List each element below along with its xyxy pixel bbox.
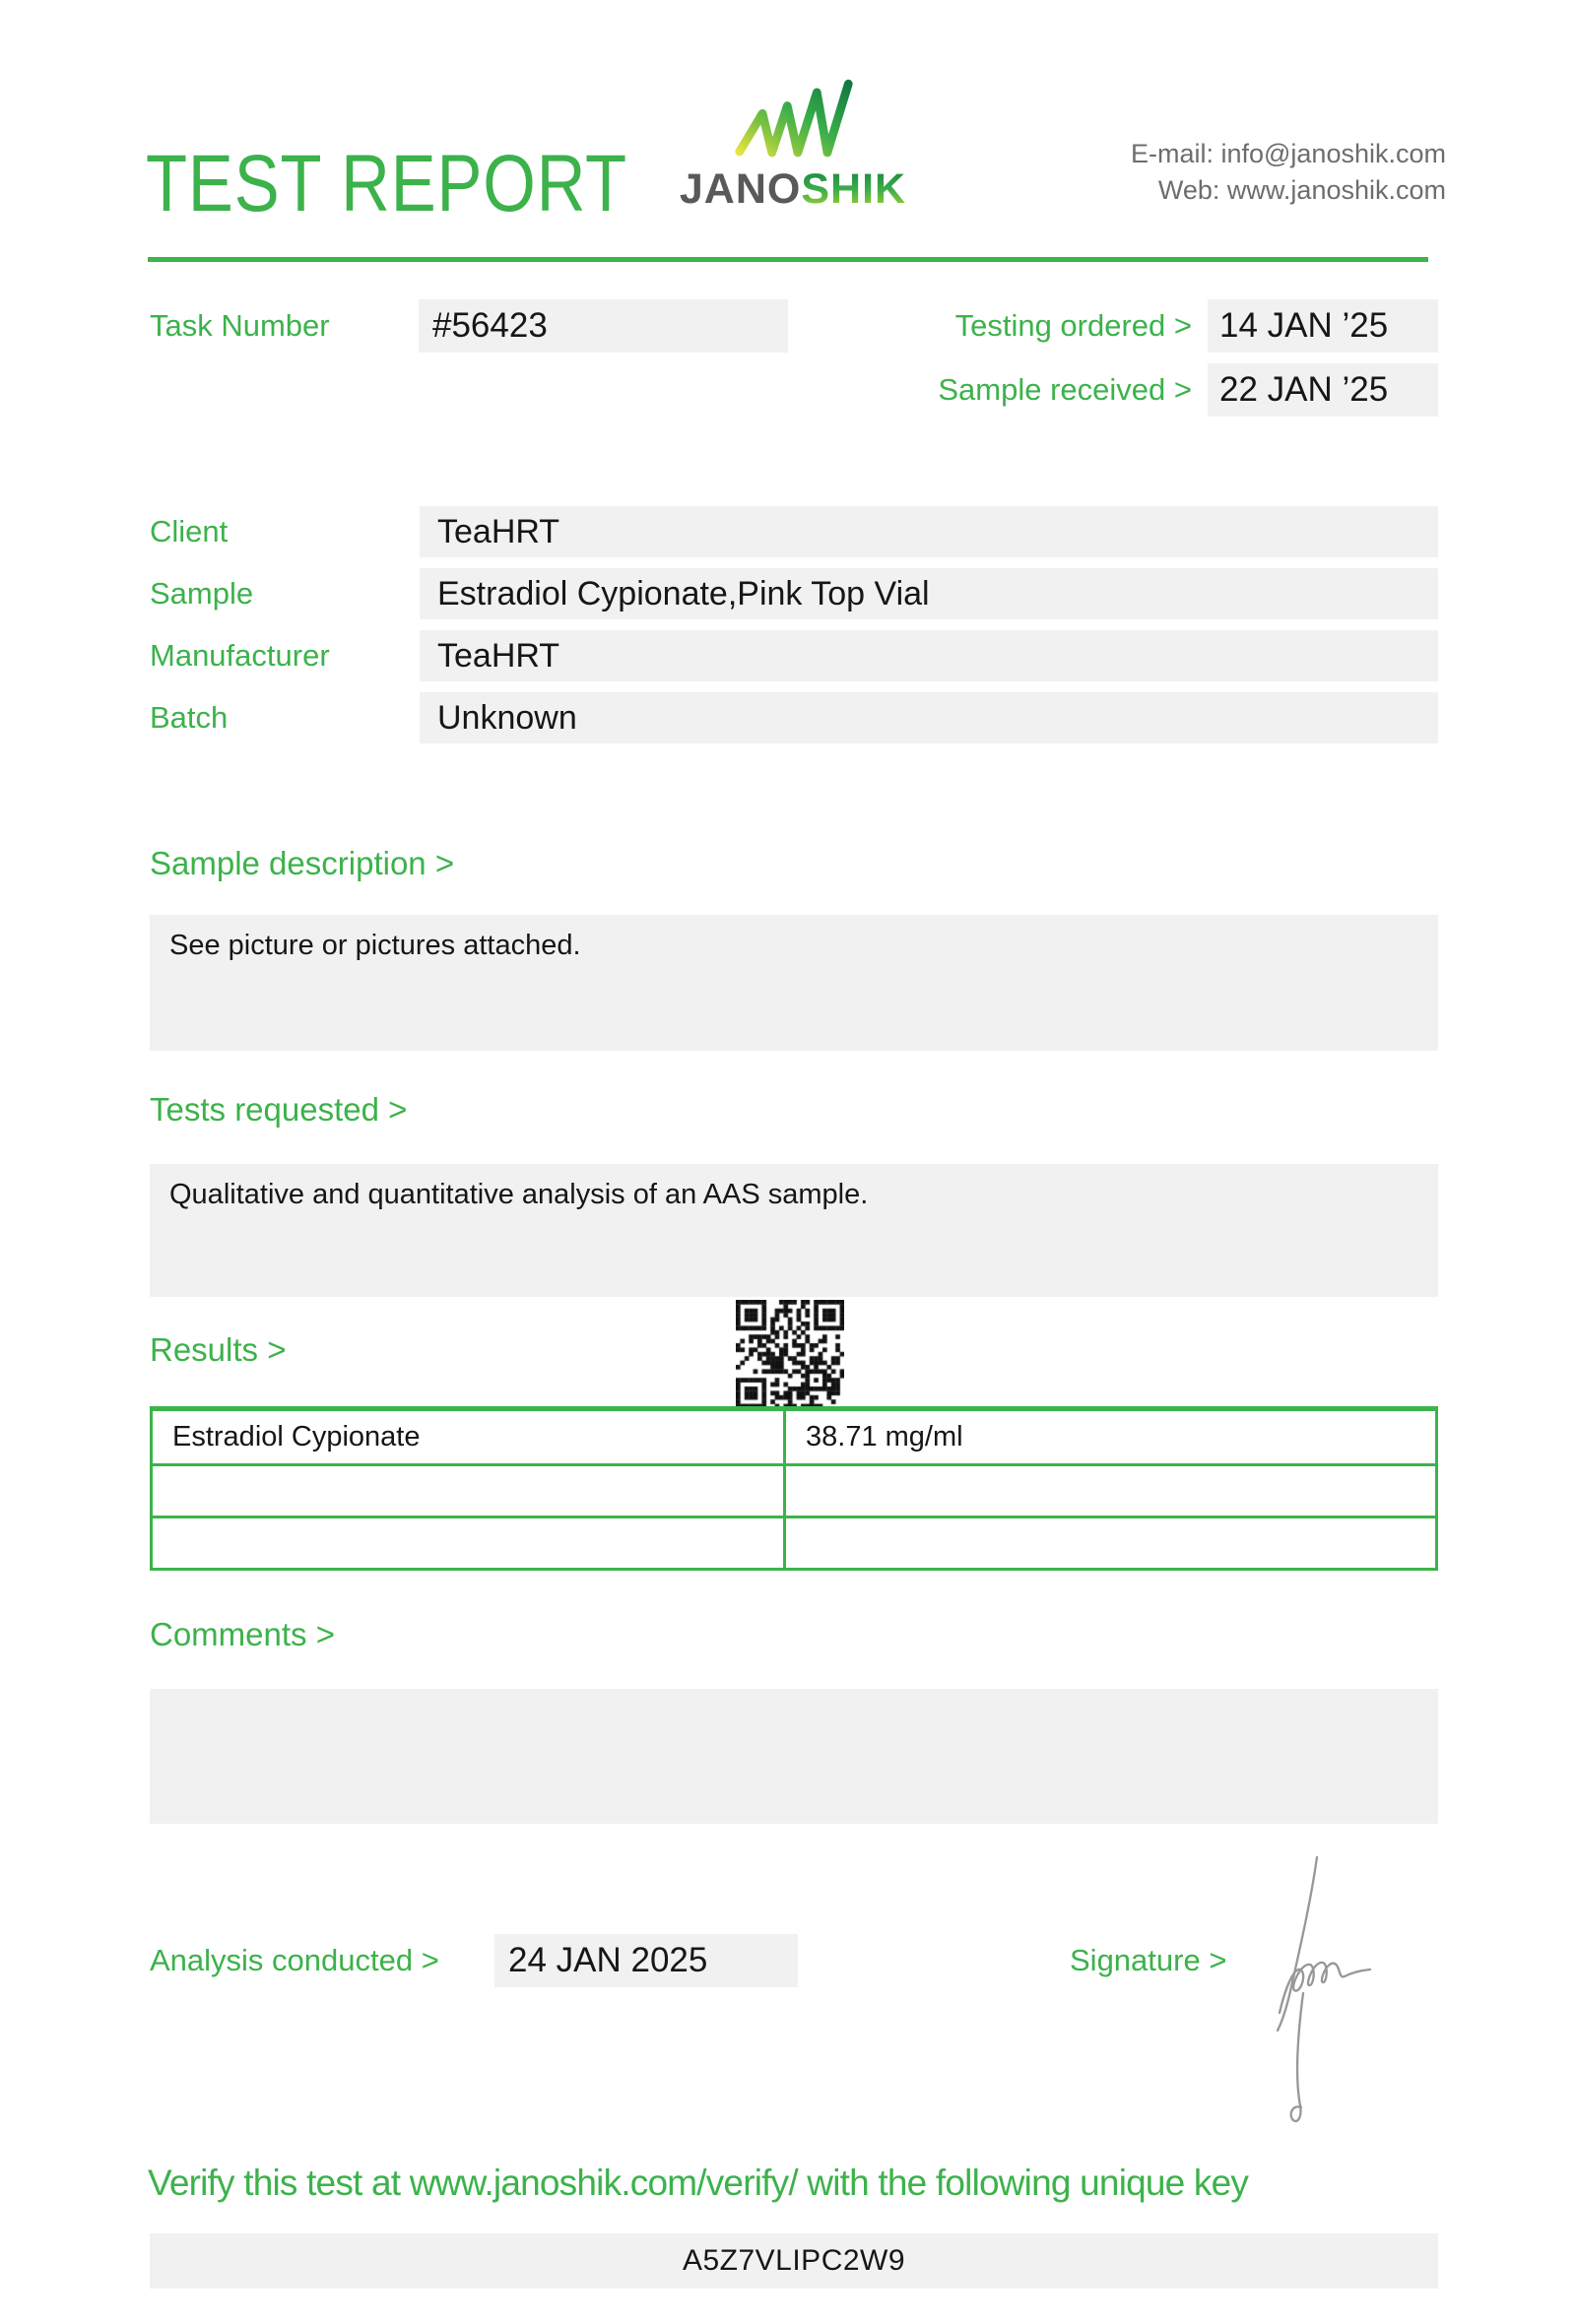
signature-label: Signature > — [1070, 1943, 1227, 1977]
client-field — [420, 506, 1438, 557]
sample-description-box — [150, 915, 1438, 1051]
batch-label: Batch — [150, 700, 229, 735]
task-number-field — [419, 299, 788, 353]
tests-requested-text: Qualitative and quantitative analysis of an AAS sample. — [169, 1179, 869, 1210]
sample-label: Sample — [150, 576, 254, 611]
sample-field — [420, 568, 1438, 619]
manufacturer-label: Manufacturer — [150, 638, 330, 673]
results-row — [153, 1411, 1435, 1463]
header-divider — [148, 257, 1428, 262]
sample-received-field — [1208, 363, 1438, 417]
testing-ordered-value: 14 JAN ’25 — [1219, 306, 1389, 345]
results-row — [153, 1516, 1435, 1568]
results-row — [153, 1463, 1435, 1516]
testing-ordered-field — [1208, 299, 1438, 353]
verify-instruction: Verify this test at www.janoshik.com/verify/ with the following unique key — [148, 2163, 1249, 2203]
batch-field — [420, 692, 1438, 743]
tests-requested-heading: Tests requested > — [150, 1091, 408, 1128]
page-title: TEST REPORT — [146, 139, 627, 228]
contact-web: Web: www.janoshik.com — [1157, 175, 1446, 205]
batch-value: Unknown — [437, 699, 577, 737]
signature-image — [1264, 1845, 1387, 2133]
sample-description-heading: Sample description > — [150, 845, 455, 881]
manufacturer-field — [420, 630, 1438, 681]
result-analyte — [153, 1466, 786, 1516]
client-label: Client — [150, 514, 229, 549]
comments-box — [150, 1689, 1438, 1824]
result-value — [786, 1466, 1435, 1516]
verify-key-field — [150, 2233, 1438, 2289]
sample-received-value: 22 JAN ’25 — [1219, 370, 1389, 409]
contact-block — [1131, 136, 1446, 209]
tests-requested-box — [150, 1164, 1438, 1297]
sample-value: Estradiol Cypionate,Pink Top Vial — [437, 575, 930, 613]
comments-text — [150, 1689, 1438, 1703]
contact-email: E-mail: info@janoshik.com — [1130, 139, 1446, 168]
logo-wordmark — [670, 165, 916, 214]
growth-chart-icon — [733, 79, 857, 161]
analysis-date-field — [494, 1934, 798, 1987]
task-number-value: #56423 — [432, 306, 548, 345]
manufacturer-value: TeaHRT — [437, 637, 560, 675]
analysis-date-value: 24 JAN 2025 — [508, 1941, 708, 1979]
sample-description-text: See picture or pictures attached. — [169, 930, 581, 961]
results-table — [150, 1406, 1438, 1571]
verify-key-value: A5Z7VLIPC2W9 — [682, 2244, 906, 2277]
logo-word-jano: JANO — [679, 165, 802, 213]
client-value: TeaHRT — [437, 513, 560, 550]
result-analyte — [153, 1518, 786, 1568]
comments-heading: Comments > — [150, 1616, 335, 1652]
qr-code — [736, 1300, 844, 1408]
results-heading: Results > — [150, 1331, 287, 1368]
result-value — [786, 1518, 1435, 1568]
analysis-conducted-label: Analysis conducted > — [150, 1943, 439, 1977]
logo-word-shik: SHIK — [801, 165, 907, 213]
testing-ordered-label: Testing ordered > — [954, 308, 1192, 343]
task-number-label: Task Number — [150, 308, 330, 343]
result-analyte: Estradiol Cypionate — [153, 1411, 786, 1463]
sample-received-label: Sample received > — [938, 372, 1192, 407]
result-value: 38.71 mg/ml — [806, 1421, 963, 1452]
